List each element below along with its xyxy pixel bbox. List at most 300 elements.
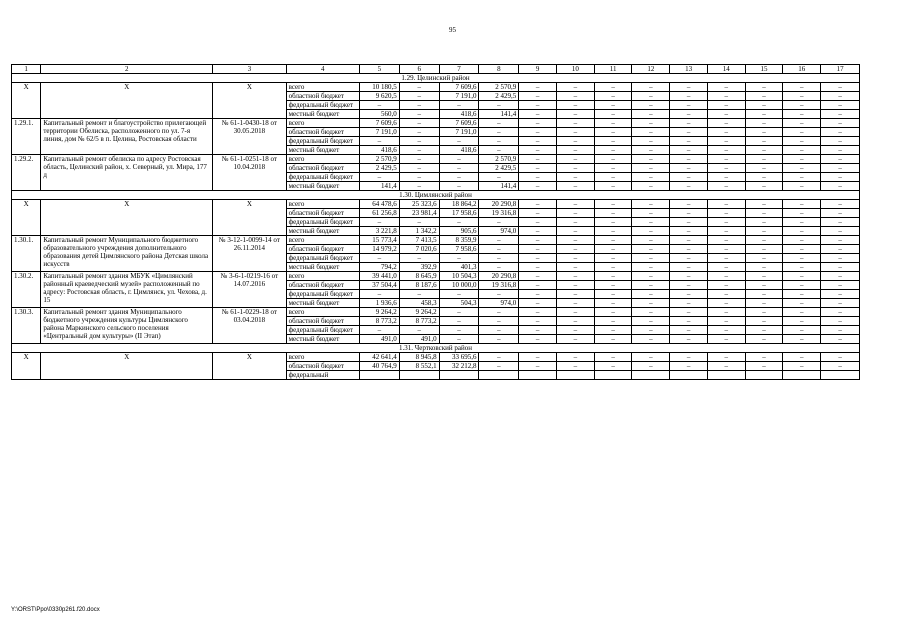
empty-year-cell: – [632, 299, 670, 308]
empty-year-cell: – [821, 137, 860, 146]
amount-cell: – [399, 137, 439, 146]
amount-cell: 2 570,9 [479, 83, 519, 92]
amount-cell: – [439, 317, 479, 326]
funding-source: всего [286, 155, 359, 164]
empty-year-cell: – [670, 353, 708, 362]
empty-year-cell: – [670, 119, 708, 128]
funding-source: местный бюджет [286, 110, 359, 119]
empty-year-cell [632, 371, 670, 380]
empty-year-cell: – [821, 281, 860, 290]
funding-source: местный бюджет [286, 263, 359, 272]
empty-year-cell: – [745, 155, 783, 164]
amount-cell: – [479, 335, 519, 344]
amount-cell: 794,2 [359, 263, 399, 272]
empty-year-cell: – [783, 128, 821, 137]
empty-year-cell: – [821, 308, 860, 317]
empty-year-cell: – [745, 299, 783, 308]
amount-cell: 9 620,5 [359, 92, 399, 101]
amount-cell: 32 212,8 [439, 362, 479, 371]
empty-year-cell: – [707, 209, 745, 218]
amount-cell: – [399, 290, 439, 299]
funding-source: федеральный бюджет [286, 218, 359, 227]
empty-year-cell: – [670, 137, 708, 146]
empty-year-cell: – [519, 308, 557, 317]
empty-year-cell: – [594, 128, 632, 137]
amount-cell: 10 000,0 [439, 281, 479, 290]
empty-year-cell: – [821, 155, 860, 164]
funding-source: федеральный бюджет [286, 254, 359, 263]
amount-cell: – [359, 254, 399, 263]
empty-year-cell: – [632, 254, 670, 263]
empty-year-cell: – [821, 182, 860, 191]
empty-year-cell: – [821, 128, 860, 137]
empty-year-cell: – [745, 119, 783, 128]
empty-year-cell: – [594, 290, 632, 299]
amount-cell: – [479, 119, 519, 128]
empty-year-cell: – [632, 128, 670, 137]
amount-cell: – [439, 218, 479, 227]
amount-cell: 61 256,8 [359, 209, 399, 218]
empty-year-cell: – [783, 290, 821, 299]
empty-year-cell: – [707, 227, 745, 236]
empty-year-cell: – [557, 200, 595, 209]
funding-source: всего [286, 200, 359, 209]
empty-year-cell: – [707, 317, 745, 326]
empty-year-cell: – [707, 92, 745, 101]
object-name: Х [41, 83, 213, 119]
empty-year-cell: – [519, 335, 557, 344]
empty-year-cell: – [519, 218, 557, 227]
empty-year-cell: – [519, 299, 557, 308]
empty-year-cell: – [670, 146, 708, 155]
empty-year-cell: – [783, 209, 821, 218]
empty-year-cell: – [519, 290, 557, 299]
expertise-conclusion: № 61-1-0251-18 от 10.04.2018 [213, 155, 286, 191]
empty-year-cell: – [707, 128, 745, 137]
empty-year-cell: – [519, 326, 557, 335]
empty-year-cell: – [783, 155, 821, 164]
empty-year-cell: – [745, 317, 783, 326]
empty-year-cell: – [821, 245, 860, 254]
empty-year-cell: – [745, 164, 783, 173]
empty-year-cell: – [783, 254, 821, 263]
amount-cell: 7 413,5 [399, 236, 439, 245]
empty-year-cell: – [557, 182, 595, 191]
empty-year-cell: – [557, 155, 595, 164]
empty-year-cell: – [707, 83, 745, 92]
amount-cell: 418,6 [439, 110, 479, 119]
empty-year-cell [594, 371, 632, 380]
amount-cell: – [399, 326, 439, 335]
empty-year-cell: – [557, 119, 595, 128]
district-section-row [12, 191, 860, 200]
empty-year-cell: – [745, 110, 783, 119]
empty-year-cell: – [783, 335, 821, 344]
amount-cell: 418,6 [359, 146, 399, 155]
column-number: 15 [745, 65, 783, 74]
item-code: Х [12, 83, 41, 119]
empty-year-cell: – [821, 209, 860, 218]
empty-year-cell: – [821, 353, 860, 362]
amount-cell: – [399, 83, 439, 92]
amount-cell: – [399, 92, 439, 101]
amount-cell: – [439, 164, 479, 173]
empty-year-cell: – [821, 200, 860, 209]
empty-year-cell: – [707, 218, 745, 227]
empty-year-cell: – [557, 290, 595, 299]
empty-year-cell: – [557, 137, 595, 146]
empty-year-cell: – [557, 326, 595, 335]
amount-cell: 40 764,9 [359, 362, 399, 371]
empty-year-cell: – [670, 83, 708, 92]
column-number: 3 [213, 65, 286, 74]
amount-cell: – [399, 182, 439, 191]
amount-cell: 7 191,0 [359, 128, 399, 137]
empty-year-cell: – [745, 335, 783, 344]
amount-cell: – [479, 245, 519, 254]
amount-cell: 15 773,4 [359, 236, 399, 245]
empty-year-cell: – [557, 146, 595, 155]
amount-cell: – [479, 173, 519, 182]
empty-year-cell: – [519, 236, 557, 245]
empty-year-cell: – [783, 200, 821, 209]
amount-cell: 141,4 [479, 182, 519, 191]
funding-source: федеральный бюджет [286, 173, 359, 182]
empty-year-cell: – [745, 326, 783, 335]
amount-cell: 19 316,8 [479, 209, 519, 218]
column-number: 11 [594, 65, 632, 74]
expertise-conclusion: Х [213, 200, 286, 236]
amount-cell: – [399, 254, 439, 263]
empty-year-cell: – [519, 200, 557, 209]
empty-year-cell: – [557, 281, 595, 290]
amount-cell: – [479, 236, 519, 245]
amount-cell: 8 645,9 [399, 272, 439, 281]
empty-year-cell: – [745, 272, 783, 281]
amount-cell: 39 441,0 [359, 272, 399, 281]
funding-source: областной бюджет [286, 164, 359, 173]
empty-year-cell: – [519, 272, 557, 281]
amount-cell: – [359, 218, 399, 227]
empty-year-cell [821, 371, 860, 380]
empty-year-cell: – [557, 272, 595, 281]
empty-year-cell: – [707, 290, 745, 299]
amount-cell: 392,9 [399, 263, 439, 272]
empty-year-cell: – [557, 353, 595, 362]
amount-cell: 17 958,6 [439, 209, 479, 218]
empty-year-cell: – [557, 299, 595, 308]
empty-year-cell: – [707, 200, 745, 209]
amount-cell: 7 191,0 [439, 128, 479, 137]
amount-cell: – [399, 173, 439, 182]
amount-cell: – [479, 353, 519, 362]
empty-year-cell: – [594, 182, 632, 191]
empty-year-cell: – [519, 119, 557, 128]
empty-year-cell: – [745, 263, 783, 272]
column-number: 17 [821, 65, 860, 74]
district-title: 1.29. Целинский район [12, 74, 860, 83]
empty-year-cell: – [707, 236, 745, 245]
empty-year-cell: – [594, 200, 632, 209]
item-code: 1.29.2. [12, 155, 41, 191]
funding-source: федеральный бюджет [286, 137, 359, 146]
column-number: 10 [557, 65, 595, 74]
column-number: 1 [12, 65, 41, 74]
empty-year-cell: – [632, 317, 670, 326]
empty-year-cell: – [670, 362, 708, 371]
empty-year-cell: – [594, 218, 632, 227]
funding-source: всего [286, 83, 359, 92]
page-number: 95 [449, 26, 456, 34]
empty-year-cell: – [557, 128, 595, 137]
amount-cell: 7 958,6 [439, 245, 479, 254]
empty-year-cell: – [594, 272, 632, 281]
empty-year-cell: – [707, 335, 745, 344]
empty-year-cell: – [519, 182, 557, 191]
empty-year-cell: – [821, 263, 860, 272]
empty-year-cell: – [670, 110, 708, 119]
amount-cell: 560,0 [359, 110, 399, 119]
funding-source: федеральный бюджет [286, 326, 359, 335]
column-number: 14 [707, 65, 745, 74]
empty-year-cell: – [519, 83, 557, 92]
amount-cell: 23 981,4 [399, 209, 439, 218]
amount-cell: 491,0 [399, 335, 439, 344]
empty-year-cell [557, 371, 595, 380]
funding-source: местный бюджет [286, 146, 359, 155]
funding-source: местный бюджет [286, 299, 359, 308]
expertise-conclusion: № 61-1-0229-18 от 03.04.2018 [213, 308, 286, 344]
object-name: Капитальный ремонт здания Муниципального бюджетного учреждения культуры Цимлянского района Маркинского сельского поселения «Центральный дом культуры» (II Этап) [41, 308, 213, 344]
empty-year-cell: – [670, 155, 708, 164]
funding-source: местный бюджет [286, 227, 359, 236]
amount-cell: 37 504,4 [359, 281, 399, 290]
empty-year-cell: – [519, 281, 557, 290]
amount-cell: 905,6 [439, 227, 479, 236]
empty-year-cell: – [519, 227, 557, 236]
amount-cell: 2 570,9 [359, 155, 399, 164]
empty-year-cell [707, 371, 745, 380]
empty-year-cell: – [632, 218, 670, 227]
empty-year-cell: – [670, 236, 708, 245]
empty-year-cell: – [821, 299, 860, 308]
empty-year-cell: – [745, 128, 783, 137]
amount-cell: – [479, 290, 519, 299]
empty-year-cell: – [632, 119, 670, 128]
table-row [12, 272, 860, 281]
empty-year-cell: – [670, 182, 708, 191]
empty-year-cell: – [594, 317, 632, 326]
empty-year-cell: – [594, 281, 632, 290]
amount-cell [439, 371, 479, 380]
amount-cell: 33 695,6 [439, 353, 479, 362]
empty-year-cell: – [783, 281, 821, 290]
empty-year-cell: – [557, 236, 595, 245]
amount-cell: – [439, 101, 479, 110]
empty-year-cell: – [519, 173, 557, 182]
empty-year-cell: – [632, 92, 670, 101]
column-number: 6 [399, 65, 439, 74]
item-code: 1.30.1. [12, 236, 41, 272]
empty-year-cell: – [557, 254, 595, 263]
empty-year-cell: – [670, 299, 708, 308]
amount-cell: – [399, 218, 439, 227]
empty-year-cell: – [670, 245, 708, 254]
funding-source: областной бюджет [286, 362, 359, 371]
amount-cell: 64 478,6 [359, 200, 399, 209]
empty-year-cell: – [557, 317, 595, 326]
empty-year-cell: – [594, 110, 632, 119]
empty-year-cell: – [519, 362, 557, 371]
column-number: 7 [439, 65, 479, 74]
empty-year-cell: – [519, 146, 557, 155]
empty-year-cell: – [632, 137, 670, 146]
column-number: 4 [286, 65, 359, 74]
empty-year-cell: – [519, 317, 557, 326]
expertise-conclusion: № 3-12-1-0099-14 от 26.11.2014 [213, 236, 286, 272]
empty-year-cell: – [707, 137, 745, 146]
empty-year-cell: – [594, 119, 632, 128]
empty-year-cell: – [783, 227, 821, 236]
empty-year-cell: – [707, 362, 745, 371]
empty-year-cell: – [594, 236, 632, 245]
amount-cell: – [399, 119, 439, 128]
amount-cell: – [439, 137, 479, 146]
amount-cell: – [479, 146, 519, 155]
district-section-row [12, 344, 860, 353]
empty-year-cell: – [519, 263, 557, 272]
empty-year-cell: – [783, 317, 821, 326]
empty-year-cell: – [745, 137, 783, 146]
empty-year-cell: – [632, 335, 670, 344]
amount-cell: – [439, 326, 479, 335]
funding-source: областной бюджет [286, 317, 359, 326]
empty-year-cell: – [632, 326, 670, 335]
amount-cell: 9 264,2 [359, 308, 399, 317]
empty-year-cell: – [707, 245, 745, 254]
amount-cell: 9 264,2 [399, 308, 439, 317]
amount-cell [399, 371, 439, 380]
empty-year-cell: – [821, 290, 860, 299]
empty-year-cell: – [594, 101, 632, 110]
empty-year-cell [783, 371, 821, 380]
empty-year-cell: – [783, 110, 821, 119]
empty-year-cell: – [783, 83, 821, 92]
object-name: Х [41, 353, 213, 380]
empty-year-cell: – [783, 119, 821, 128]
empty-year-cell: – [557, 245, 595, 254]
empty-year-cell: – [821, 326, 860, 335]
empty-year-cell: – [594, 146, 632, 155]
funding-source: областной бюджет [286, 245, 359, 254]
amount-cell: 2 429,5 [479, 164, 519, 173]
empty-year-cell: – [783, 236, 821, 245]
district-section-row [12, 74, 860, 83]
empty-year-cell: – [707, 308, 745, 317]
amount-cell: – [439, 308, 479, 317]
empty-year-cell: – [594, 83, 632, 92]
empty-year-cell: – [670, 200, 708, 209]
empty-year-cell: – [594, 137, 632, 146]
empty-year-cell: – [519, 128, 557, 137]
empty-year-cell: – [557, 362, 595, 371]
empty-year-cell: – [632, 263, 670, 272]
funding-source: федеральный бюджет [286, 290, 359, 299]
empty-year-cell: – [670, 164, 708, 173]
empty-year-cell: – [745, 236, 783, 245]
funding-source: всего [286, 119, 359, 128]
amount-cell: 7 609,6 [439, 83, 479, 92]
empty-year-cell: – [594, 227, 632, 236]
empty-year-cell: – [707, 110, 745, 119]
amount-cell: – [399, 128, 439, 137]
amount-cell: 491,0 [359, 335, 399, 344]
empty-year-cell: – [632, 146, 670, 155]
column-number: 5 [359, 65, 399, 74]
amount-cell: 974,0 [479, 227, 519, 236]
empty-year-cell: – [632, 173, 670, 182]
empty-year-cell: – [783, 164, 821, 173]
amount-cell: 1 342,2 [399, 227, 439, 236]
empty-year-cell: – [557, 92, 595, 101]
empty-year-cell: – [745, 83, 783, 92]
amount-cell: 2 570,9 [479, 155, 519, 164]
empty-year-cell: – [783, 353, 821, 362]
empty-year-cell: – [632, 227, 670, 236]
empty-year-cell: – [632, 110, 670, 119]
empty-year-cell: – [670, 326, 708, 335]
column-number: 13 [670, 65, 708, 74]
empty-year-cell: – [821, 218, 860, 227]
empty-year-cell: – [632, 182, 670, 191]
amount-cell: – [479, 254, 519, 263]
amount-cell: 18 864,2 [439, 200, 479, 209]
empty-year-cell: – [670, 281, 708, 290]
item-code: 1.29.1. [12, 119, 41, 155]
empty-year-cell: – [783, 245, 821, 254]
empty-year-cell: – [594, 353, 632, 362]
empty-year-cell: – [745, 200, 783, 209]
empty-year-cell: – [783, 146, 821, 155]
funding-source: всего [286, 308, 359, 317]
empty-year-cell: – [519, 101, 557, 110]
amount-cell: 10 504,3 [439, 272, 479, 281]
column-number: 9 [519, 65, 557, 74]
empty-year-cell: – [745, 227, 783, 236]
amount-cell: – [359, 290, 399, 299]
amount-cell [479, 371, 519, 380]
amount-cell: 7 609,6 [359, 119, 399, 128]
funding-source: местный бюджет [286, 335, 359, 344]
empty-year-cell: – [594, 164, 632, 173]
empty-year-cell: – [594, 209, 632, 218]
empty-year-cell: – [745, 362, 783, 371]
object-name: Капитальный ремонт Муниципального бюджетного образовательного учреждения дополнительного образования детей Цимлянского района Детская школа искусств [41, 236, 213, 272]
empty-year-cell: – [670, 227, 708, 236]
empty-year-cell: – [745, 218, 783, 227]
empty-year-cell: – [707, 146, 745, 155]
empty-year-cell: – [707, 155, 745, 164]
table-row [12, 353, 860, 362]
empty-year-cell: – [783, 308, 821, 317]
amount-cell: 8 359,9 [439, 236, 479, 245]
funding-source: областной бюджет [286, 281, 359, 290]
empty-year-cell [519, 371, 557, 380]
empty-year-cell: – [745, 92, 783, 101]
amount-cell: 25 323,6 [399, 200, 439, 209]
empty-year-cell: – [745, 254, 783, 263]
amount-cell: – [439, 290, 479, 299]
